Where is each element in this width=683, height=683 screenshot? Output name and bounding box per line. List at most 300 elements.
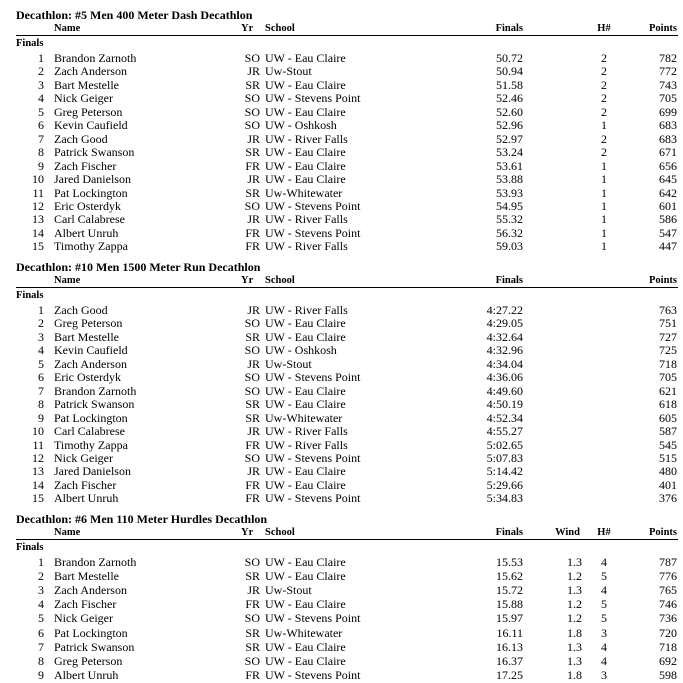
athlete-name-cell: Kevin Caufield — [54, 118, 128, 133]
points-cell: 586 — [659, 212, 677, 227]
table-row — [0, 584, 683, 598]
finals-cell: 16.13 — [496, 639, 523, 654]
year-cell: SR — [245, 77, 260, 92]
table-row — [0, 641, 683, 655]
header-yr: Yr — [241, 527, 254, 538]
finals-cell: 52.46 — [496, 91, 523, 106]
wind-cell: 1.2 — [567, 597, 582, 612]
place-cell: 9 — [38, 410, 44, 425]
school-cell: UW - Eau Claire — [265, 77, 346, 92]
column-headers — [0, 526, 683, 539]
place-cell: 12 — [32, 198, 44, 213]
school-cell: UW - Stevens Point — [265, 225, 361, 240]
points-cell: 776 — [659, 569, 677, 584]
place-cell: 13 — [32, 212, 44, 227]
table-row — [0, 492, 683, 506]
place-cell: 7 — [38, 131, 44, 146]
place-cell: 6 — [38, 625, 44, 640]
finals-cell: 16.11 — [496, 625, 523, 640]
athlete-name-cell: Zach Fischer — [54, 158, 117, 173]
finals-cell: 15.72 — [496, 583, 523, 598]
year-cell: FR — [245, 158, 260, 173]
year-cell: FR — [245, 491, 260, 506]
wind-cell: 1.3 — [567, 555, 582, 569]
header-name: Name — [54, 23, 81, 34]
points-cell: 692 — [659, 653, 677, 668]
year-cell: SO — [244, 653, 260, 668]
year-cell: SO — [244, 611, 260, 626]
table-row — [0, 173, 683, 187]
athlete-name-cell: Bart Mestelle — [54, 329, 119, 344]
athlete-name-cell: Brandon Zarnoth — [54, 383, 137, 398]
finals-cell: 59.03 — [496, 239, 523, 254]
points-cell: 671 — [659, 145, 677, 160]
place-cell: 2 — [38, 569, 44, 584]
finals-cell: 5:34.83 — [486, 491, 523, 506]
heat-cell: 3 — [601, 625, 607, 640]
place-cell: 10 — [32, 172, 44, 187]
table-row — [0, 65, 683, 79]
heat-cell: 2 — [601, 77, 607, 92]
header-name: Name — [54, 275, 81, 286]
finals-cell: 53.88 — [496, 172, 523, 187]
finals-cell: 52.97 — [496, 131, 523, 146]
place-cell: 3 — [38, 583, 44, 598]
heat-cell: 2 — [601, 91, 607, 106]
year-cell: SR — [245, 185, 260, 200]
place-cell: 5 — [38, 356, 44, 371]
place-cell: 14 — [32, 477, 44, 492]
points-cell: 598 — [659, 667, 677, 682]
place-cell: 1 — [38, 303, 44, 317]
school-cell: UW - Eau Claire — [265, 639, 346, 654]
finals-cell: 4:50.19 — [486, 397, 523, 412]
place-cell: 1 — [38, 555, 44, 569]
year-cell: SR — [245, 145, 260, 160]
athlete-name-cell: Albert Unruh — [54, 491, 119, 506]
event-title: Decathlon: #10 Men 1500 Meter Run Decathlon — [16, 260, 261, 274]
year-cell: JR — [247, 464, 260, 479]
wind-cell: 1.3 — [567, 639, 582, 654]
header-heat: H# — [597, 23, 611, 34]
header-name: Name — [54, 527, 81, 538]
finals-cell: 56.32 — [496, 225, 523, 240]
place-cell: 15 — [32, 491, 44, 506]
year-cell: FR — [245, 597, 260, 612]
column-headers — [0, 274, 683, 287]
points-cell: 720 — [659, 625, 677, 640]
heat-cell: 5 — [601, 569, 607, 584]
header-yr: Yr — [241, 275, 254, 286]
school-cell: UW - Eau Claire — [265, 653, 346, 668]
points-cell: 480 — [659, 464, 677, 479]
heat-cell: 4 — [601, 653, 607, 668]
athlete-name-cell: Timothy Zappa — [54, 239, 128, 254]
place-cell: 3 — [38, 329, 44, 344]
school-cell: UW - Eau Claire — [265, 316, 346, 331]
year-cell: SO — [244, 555, 260, 569]
athlete-name-cell: Jared Danielson — [54, 464, 131, 479]
heat-cell: 1 — [601, 225, 607, 240]
athlete-name-cell: Kevin Caufield — [54, 343, 128, 358]
place-cell: 13 — [32, 464, 44, 479]
school-cell: UW - Eau Claire — [265, 569, 346, 584]
heat-cell: 5 — [601, 611, 607, 626]
athlete-name-cell: Zach Good — [54, 303, 108, 317]
year-cell: SO — [244, 104, 260, 119]
table-row — [0, 465, 683, 479]
points-cell: 447 — [659, 239, 677, 254]
points-cell: 605 — [659, 410, 677, 425]
athlete-name-cell: Bart Mestelle — [54, 77, 119, 92]
school-cell: Uw-Stout — [265, 356, 312, 371]
heat-cell: 1 — [601, 185, 607, 200]
table-row — [0, 627, 683, 641]
heat-cell: 2 — [601, 145, 607, 160]
heat-cell: 4 — [601, 639, 607, 654]
heat-cell: 2 — [601, 64, 607, 79]
heat-cell: 1 — [601, 212, 607, 227]
school-cell: UW - Stevens Point — [265, 198, 361, 213]
points-cell: 718 — [659, 356, 677, 371]
athlete-name-cell: Jared Danielson — [54, 172, 131, 187]
table-row — [0, 669, 683, 683]
header-finals: Finals — [495, 275, 523, 286]
athlete-name-cell: Carl Calabrese — [54, 424, 125, 439]
athlete-name-cell: Greg Peterson — [54, 316, 123, 331]
round-label: Finals — [16, 542, 44, 553]
finals-cell: 4:29.05 — [486, 316, 523, 331]
athlete-name-cell: Patrick Swanson — [54, 639, 135, 654]
year-cell: SR — [245, 625, 260, 640]
school-cell: UW - Eau Claire — [265, 145, 346, 160]
school-cell: UW - Stevens Point — [265, 91, 361, 106]
athlete-name-cell: Nick Geiger — [54, 450, 113, 465]
points-cell: 743 — [659, 77, 677, 92]
finals-cell: 4:52.34 — [486, 410, 523, 425]
points-cell: 705 — [659, 370, 677, 385]
year-cell: SO — [244, 450, 260, 465]
school-cell: UW - Stevens Point — [265, 491, 361, 506]
school-cell: UW - Eau Claire — [265, 104, 346, 119]
year-cell: SR — [245, 410, 260, 425]
points-cell: 725 — [659, 343, 677, 358]
finals-cell: 5:02.65 — [486, 437, 523, 452]
year-cell: SO — [244, 370, 260, 385]
finals-cell: 15.53 — [496, 555, 523, 569]
athlete-name-cell: Brandon Zarnoth — [54, 51, 137, 65]
athlete-name-cell: Bart Mestelle — [54, 569, 119, 584]
school-cell: UW - River Falls — [265, 437, 348, 452]
school-cell: UW - Eau Claire — [265, 172, 346, 187]
table-row — [0, 240, 683, 254]
athlete-name-cell: Zach Good — [54, 131, 108, 146]
place-cell: 4 — [38, 597, 44, 612]
place-cell: 4 — [38, 343, 44, 358]
year-cell: SO — [244, 118, 260, 133]
points-cell: 656 — [659, 158, 677, 173]
school-cell: UW - Eau Claire — [265, 597, 346, 612]
place-cell: 2 — [38, 316, 44, 331]
school-cell: UW - River Falls — [265, 131, 348, 146]
place-cell: 10 — [32, 424, 44, 439]
place-cell: 7 — [38, 639, 44, 654]
heat-cell: 3 — [601, 667, 607, 682]
points-cell: 772 — [659, 64, 677, 79]
year-cell: FR — [245, 477, 260, 492]
wind-cell: 1.3 — [567, 653, 582, 668]
finals-cell: 4:55.27 — [486, 424, 523, 439]
table-row — [0, 556, 683, 570]
points-cell: 787 — [659, 555, 677, 569]
year-cell: SR — [245, 639, 260, 654]
athlete-name-cell: Timothy Zappa — [54, 437, 128, 452]
finals-cell: 54.95 — [496, 198, 523, 213]
points-cell: 782 — [659, 51, 677, 65]
finals-cell: 5:07.83 — [486, 450, 523, 465]
school-cell: UW - Eau Claire — [265, 397, 346, 412]
year-cell: SR — [245, 329, 260, 344]
finals-cell: 4:32.96 — [486, 343, 523, 358]
year-cell: FR — [245, 667, 260, 682]
school-cell: UW - Eau Claire — [265, 158, 346, 173]
place-cell: 7 — [38, 383, 44, 398]
year-cell: FR — [245, 225, 260, 240]
heat-cell: 1 — [601, 158, 607, 173]
school-cell: UW - Stevens Point — [265, 611, 361, 626]
year-cell: JR — [247, 424, 260, 439]
heat-cell: 2 — [601, 104, 607, 119]
table-row — [0, 371, 683, 385]
place-cell: 6 — [38, 370, 44, 385]
place-cell: 11 — [32, 437, 44, 452]
round-label: Finals — [16, 290, 44, 301]
points-cell: 699 — [659, 104, 677, 119]
athlete-name-cell: Greg Peterson — [54, 653, 123, 668]
school-cell: UW - Eau Claire — [265, 555, 346, 569]
place-cell: 15 — [32, 239, 44, 254]
round-label: Finals — [16, 38, 44, 49]
year-cell: SO — [244, 91, 260, 106]
points-cell: 751 — [659, 316, 677, 331]
finals-cell: 4:32.64 — [486, 329, 523, 344]
athlete-name-cell: Eric Osterdyk — [54, 198, 121, 213]
event-title: Decathlon: #6 Men 110 Meter Hurdles Decathlon — [16, 512, 268, 526]
finals-cell: 15.88 — [496, 597, 523, 612]
table-row — [0, 398, 683, 412]
points-cell: 736 — [659, 611, 677, 626]
points-cell: 547 — [659, 225, 677, 240]
athlete-name-cell: Albert Unruh — [54, 225, 119, 240]
school-cell: UW - Eau Claire — [265, 383, 346, 398]
heat-cell: 1 — [601, 239, 607, 254]
year-cell: JR — [247, 172, 260, 187]
place-cell: 9 — [38, 667, 44, 682]
finals-cell: 51.58 — [496, 77, 523, 92]
table-row — [0, 344, 683, 358]
table-row — [0, 213, 683, 227]
athlete-name-cell: Zach Anderson — [54, 356, 127, 371]
place-cell: 8 — [38, 145, 44, 160]
year-cell: SO — [244, 316, 260, 331]
header-points: Points — [648, 275, 677, 286]
heat-cell: 1 — [601, 198, 607, 213]
header-points: Points — [648, 527, 677, 538]
athlete-name-cell: Eric Osterdyk — [54, 370, 121, 385]
finals-cell: 17.25 — [496, 667, 523, 682]
table-row — [0, 146, 683, 160]
year-cell: SO — [244, 383, 260, 398]
table-row — [0, 439, 683, 453]
year-cell: FR — [245, 239, 260, 254]
place-cell: 8 — [38, 653, 44, 668]
table-row — [0, 612, 683, 626]
school-cell: UW - Oshkosh — [265, 118, 337, 133]
athlete-name-cell: Pat Lockington — [54, 410, 128, 425]
year-cell: SR — [245, 569, 260, 584]
finals-cell: 4:27.22 — [486, 303, 523, 317]
finals-cell: 15.97 — [496, 611, 523, 626]
points-cell: 683 — [659, 118, 677, 133]
table-row — [0, 317, 683, 331]
finals-cell: 16.37 — [496, 653, 523, 668]
athlete-name-cell: Nick Geiger — [54, 611, 113, 626]
school-cell: UW - Stevens Point — [265, 450, 361, 465]
school-cell: UW - Oshkosh — [265, 343, 337, 358]
year-cell: JR — [247, 583, 260, 598]
table-row — [0, 92, 683, 106]
points-cell: 645 — [659, 172, 677, 187]
finals-cell: 5:29.66 — [486, 477, 523, 492]
table-row — [0, 570, 683, 584]
athlete-name-cell: Pat Lockington — [54, 185, 128, 200]
points-cell: 718 — [659, 639, 677, 654]
header-finals: Finals — [495, 527, 523, 538]
points-cell: 727 — [659, 329, 677, 344]
school-cell: UW - River Falls — [265, 239, 348, 254]
school-cell: UW - Eau Claire — [265, 464, 346, 479]
points-cell: 642 — [659, 185, 677, 200]
school-cell: UW - Eau Claire — [265, 477, 346, 492]
finals-cell: 50.94 — [496, 64, 523, 79]
place-cell: 3 — [38, 77, 44, 92]
header-points: Points — [648, 23, 677, 34]
wind-cell: 1.8 — [567, 667, 582, 682]
header-school: School — [265, 23, 295, 34]
school-cell: Uw-Whitewater — [265, 410, 343, 425]
athlete-name-cell: Nick Geiger — [54, 91, 113, 106]
finals-cell: 52.96 — [496, 118, 523, 133]
athlete-name-cell: Greg Peterson — [54, 104, 123, 119]
column-headers — [0, 22, 683, 35]
place-cell: 2 — [38, 64, 44, 79]
place-cell: 1 — [38, 51, 44, 65]
finals-cell: 53.93 — [496, 185, 523, 200]
athlete-name-cell: Brandon Zarnoth — [54, 555, 137, 569]
place-cell: 8 — [38, 397, 44, 412]
points-cell: 376 — [659, 491, 677, 506]
year-cell: JR — [247, 303, 260, 317]
heat-cell: 2 — [601, 51, 607, 65]
header-rule — [16, 287, 678, 288]
school-cell: UW - River Falls — [265, 212, 348, 227]
points-cell: 705 — [659, 91, 677, 106]
finals-cell: 4:49.60 — [486, 383, 523, 398]
school-cell: Uw-Stout — [265, 583, 312, 598]
points-cell: 765 — [659, 583, 677, 598]
wind-cell: 1.2 — [567, 611, 582, 626]
school-cell: UW - Stevens Point — [265, 370, 361, 385]
event-title: Decathlon: #5 Men 400 Meter Dash Decathlon — [16, 8, 253, 22]
school-cell: Uw-Whitewater — [265, 185, 343, 200]
school-cell: Uw-Stout — [265, 64, 312, 79]
wind-cell: 1.8 — [567, 625, 582, 640]
year-cell: SR — [245, 397, 260, 412]
year-cell: SO — [244, 343, 260, 358]
year-cell: JR — [247, 356, 260, 371]
athlete-name-cell: Patrick Swanson — [54, 397, 135, 412]
finals-cell: 53.24 — [496, 145, 523, 160]
heat-cell: 4 — [601, 583, 607, 598]
wind-cell: 1.2 — [567, 569, 582, 584]
athlete-name-cell: Pat Lockington — [54, 625, 128, 640]
athlete-name-cell: Albert Unruh — [54, 667, 119, 682]
year-cell: FR — [245, 437, 260, 452]
athlete-name-cell: Patrick Swanson — [54, 145, 135, 160]
header-heat: H# — [597, 527, 611, 538]
heat-cell: 5 — [601, 597, 607, 612]
points-cell: 587 — [659, 424, 677, 439]
finals-cell: 4:36.06 — [486, 370, 523, 385]
place-cell: 11 — [32, 185, 44, 200]
athlete-name-cell: Zach Fischer — [54, 477, 117, 492]
points-cell: 401 — [659, 477, 677, 492]
table-row — [0, 187, 683, 201]
place-cell: 12 — [32, 450, 44, 465]
heat-cell: 1 — [601, 172, 607, 187]
points-cell: 545 — [659, 437, 677, 452]
wind-cell: 1.3 — [567, 583, 582, 598]
finals-cell: 15.62 — [496, 569, 523, 584]
finals-cell: 52.60 — [496, 104, 523, 119]
school-cell: UW - River Falls — [265, 424, 348, 439]
header-finals: Finals — [495, 23, 523, 34]
finals-cell: 5:14.42 — [486, 464, 523, 479]
place-cell: 5 — [38, 104, 44, 119]
place-cell: 5 — [38, 611, 44, 626]
year-cell: SO — [244, 198, 260, 213]
year-cell: JR — [247, 131, 260, 146]
finals-cell: 50.72 — [496, 51, 523, 65]
athlete-name-cell: Zach Anderson — [54, 583, 127, 598]
school-cell: UW - Stevens Point — [265, 667, 361, 682]
points-cell: 683 — [659, 131, 677, 146]
year-cell: JR — [247, 64, 260, 79]
finals-cell: 53.61 — [496, 158, 523, 173]
points-cell: 515 — [659, 450, 677, 465]
year-cell: SO — [244, 51, 260, 65]
school-cell: Uw-Whitewater — [265, 625, 343, 640]
table-row — [0, 425, 683, 439]
school-cell: UW - Eau Claire — [265, 329, 346, 344]
header-rule — [16, 539, 678, 540]
place-cell: 6 — [38, 118, 44, 133]
header-school: School — [265, 527, 295, 538]
place-cell: 9 — [38, 158, 44, 173]
points-cell: 618 — [659, 397, 677, 412]
athlete-name-cell: Zach Fischer — [54, 597, 117, 612]
heat-cell: 1 — [601, 118, 607, 133]
